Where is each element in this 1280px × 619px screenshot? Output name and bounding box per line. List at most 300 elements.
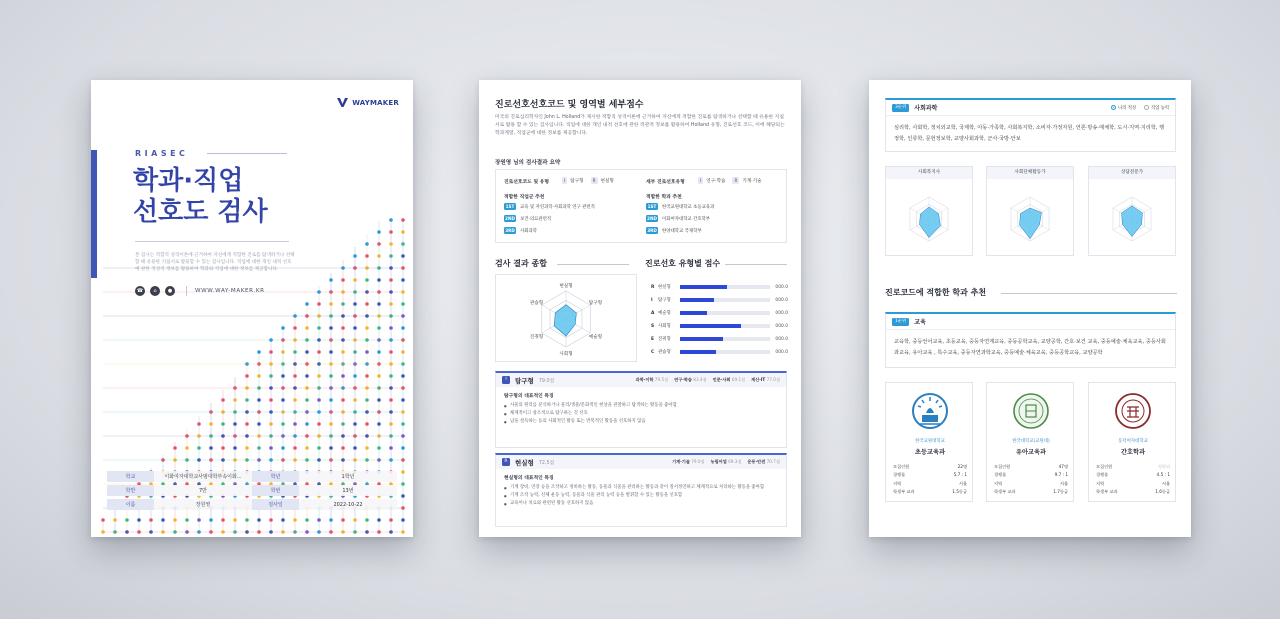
info-row — [994, 480, 1068, 488]
rank-chip: 2ND — [647, 216, 657, 221]
decor-dot — [317, 374, 321, 378]
radar-label: 예술형 — [588, 335, 603, 340]
brand-logo — [337, 98, 399, 107]
waymaker-icon — [337, 98, 348, 107]
divider — [557, 264, 629, 265]
info-label: 모집인원 — [994, 464, 1011, 469]
type-badge: I — [502, 376, 510, 384]
decor-dot — [389, 422, 393, 426]
decor-dot — [353, 350, 357, 354]
decor-dot — [281, 518, 285, 522]
decor-dot — [317, 518, 321, 522]
decor-dot — [365, 422, 369, 426]
decor-dot — [257, 422, 261, 426]
info-value: 정원외 — [1157, 464, 1170, 469]
sub-label: 연구·학습 — [674, 377, 692, 382]
decor-dot — [389, 374, 393, 378]
department-name: 간호학과 — [1121, 449, 1145, 456]
university-name: 한국교원대학교 — [915, 439, 945, 444]
table-row — [107, 485, 397, 496]
title-line-1: 학과·직업 — [133, 166, 244, 196]
type-name: 현실형 — [515, 458, 534, 467]
rank-chip: 1순위 — [892, 318, 909, 326]
sub-label: 운동·안전 — [747, 459, 766, 464]
info-value: 47명 — [1058, 464, 1068, 469]
list-item — [504, 227, 537, 234]
title-line-2: 선호도 검사 — [133, 197, 268, 227]
phone-icon: ☎ — [136, 288, 144, 294]
divider — [1001, 293, 1177, 294]
sub-label: 계산·IT — [751, 377, 766, 382]
decor-dot — [401, 290, 405, 294]
decor-dot — [401, 482, 405, 486]
trait-list — [504, 484, 778, 508]
card-body — [496, 469, 786, 513]
list-item: ● 사물의 원리를 분석하거나 물리/생물/문화적인 현상을 관찰하고 탐색하는 활동을 좋아함 — [504, 402, 778, 410]
decor-dot — [293, 422, 297, 426]
dept-heading: 진로코드에 적합한 학과 추천 — [885, 288, 987, 297]
decor-dot — [401, 386, 405, 390]
legend-item — [1144, 105, 1169, 111]
decor-dot — [341, 518, 345, 522]
decor-dot — [401, 410, 405, 414]
decor-dot — [137, 518, 141, 522]
radio-on-icon — [1111, 105, 1116, 110]
list-item — [504, 215, 551, 222]
decor-dot — [401, 470, 405, 474]
type-letter: C — [651, 349, 655, 355]
sub-label: 기계·기술 — [672, 459, 690, 464]
decor-dot — [329, 302, 333, 306]
sub-score — [672, 459, 705, 465]
job-name: 사회복지사 — [886, 167, 972, 179]
type-letter: S — [651, 323, 655, 329]
score-heading: 진로선호 유형별 점수 — [645, 259, 721, 268]
university-card — [986, 382, 1074, 502]
decor-dot — [245, 518, 249, 522]
decor-dot — [173, 446, 177, 450]
score-row — [651, 310, 788, 316]
decor-dot — [353, 254, 357, 258]
info-label: 학생부 교과 — [994, 489, 1016, 495]
decor-dot — [257, 518, 261, 522]
decor-dot — [389, 218, 393, 222]
type-letter: E — [651, 336, 654, 342]
label-date: 검사일 — [252, 499, 299, 510]
table-row — [107, 499, 397, 510]
decor-dot — [257, 374, 261, 378]
value-school: 이화여자대학교사범대학부속이화... — [154, 471, 252, 482]
decor-dot — [401, 326, 405, 330]
info-label: 지역 — [1096, 480, 1105, 486]
decor-dot — [353, 374, 357, 378]
sub-label: 농림어업 — [710, 459, 727, 464]
list-item — [504, 203, 595, 210]
info-row — [1096, 463, 1170, 471]
trait-title: 현실형의 대표적인 특징 — [504, 476, 554, 481]
decor-dot — [401, 362, 405, 366]
decor-dot — [389, 446, 393, 450]
dept-name: 한양대학교 국제학부 — [662, 228, 702, 234]
info-row — [994, 463, 1068, 471]
decor-dot — [365, 350, 369, 354]
info-row — [1096, 480, 1170, 488]
decor-dot — [365, 278, 369, 282]
score-value: 000.0 — [775, 284, 788, 290]
university-card — [885, 382, 973, 502]
decor-dot — [245, 374, 249, 378]
decor-dot — [329, 446, 333, 450]
decor-dot — [317, 398, 321, 402]
info-value: 서울 — [1161, 480, 1170, 486]
info-label: 학생부 교과 — [893, 489, 915, 495]
decor-dot — [281, 446, 285, 450]
sub-score — [751, 377, 780, 383]
sub-value: 83.4점 — [693, 377, 707, 382]
radar-label: 탐구형 — [588, 301, 603, 306]
score-bar — [680, 298, 770, 302]
decor-dot — [353, 326, 357, 330]
decor-dot — [401, 530, 405, 534]
decor-dot — [389, 242, 393, 246]
decor-dot — [401, 494, 405, 498]
info-row — [994, 488, 1068, 496]
decor-dot — [377, 374, 381, 378]
decor-dot — [149, 518, 153, 522]
value-class: 7반 — [154, 485, 252, 496]
decor-dot — [401, 314, 405, 318]
sub-score — [748, 459, 781, 465]
decor-dot — [401, 242, 405, 246]
legend — [1111, 105, 1169, 111]
university-seal-icon — [1011, 391, 1051, 431]
decor-dot — [353, 278, 357, 282]
decor-dot — [101, 518, 105, 522]
divider — [725, 264, 787, 265]
decor-dot — [221, 518, 225, 522]
sub-value: 77.0점 — [766, 377, 780, 382]
score-row — [651, 284, 788, 290]
decor-dot — [365, 398, 369, 402]
list-item: ● 기계 조작 능력, 신체 운동 능력, 동물과 식물 관리 능력 등을 발휘할 수 있는 활동을 선호함 — [504, 492, 778, 500]
type-name: 기계·기술 — [742, 178, 762, 184]
score-bar — [680, 311, 770, 315]
cover-description: 본 검사는 적합직 성격이론에 근거하여 자신에게 적합한 진로를 탐색하거나 선택할 때 유용한 지침서로 활용할 수 있는 검사입니다. 직업에 대한 개인 내적 선호에 관한 적성적 정보를 활용하여 학과와 직업에 대한 정보를 제공합니다. — [135, 253, 295, 273]
sub-score — [713, 377, 746, 383]
table-row — [107, 471, 397, 482]
decor-dot — [305, 446, 309, 450]
decor-dot — [377, 446, 381, 450]
score-bar — [680, 324, 770, 328]
info-row — [994, 471, 1068, 479]
user-icon: ● — [165, 286, 175, 296]
decor-dot — [281, 326, 285, 330]
score-value: 000.0 — [775, 323, 788, 329]
admission-info — [893, 463, 967, 497]
score-bar — [680, 350, 770, 354]
sub-value: 70.7점 — [766, 459, 780, 464]
decor-dot — [305, 374, 309, 378]
divider — [207, 153, 287, 154]
decor-dot — [305, 518, 309, 522]
summary-title: 장원영 님의 검사결과 요약 — [495, 160, 561, 166]
decor-dot — [341, 326, 345, 330]
decor-dot — [389, 278, 393, 282]
decor-dot — [197, 446, 201, 450]
decor-dot — [401, 422, 405, 426]
decor-dot — [377, 398, 381, 402]
sub-scores — [672, 459, 780, 465]
value-date: 2022-10-22 — [299, 499, 397, 510]
home-icon: ⌂ — [150, 286, 160, 296]
decor-dot — [401, 518, 405, 522]
score-row — [651, 323, 788, 329]
code-label: 진로선호코드 및 유형 — [504, 180, 550, 185]
decor-dot — [341, 350, 345, 354]
info-value: 서울 — [958, 480, 967, 486]
decor-dot — [281, 422, 285, 426]
type-name: 탐구형 — [658, 298, 671, 303]
admission-info — [994, 463, 1068, 497]
decor-dot — [269, 518, 273, 522]
type-card-realistic — [495, 453, 787, 527]
dept-description: 교육학, 중등언어교육, 초등교육, 중등자연계교육, 중등공학교육, 교양공학, 간호·보건 교육, 중등예술·체육교육, 중등사회과교육, 유아교육 , 특수교육, 중등자연과학교육, 중등예술·체육교육, 중등공학교육, 교양공학 — [894, 339, 1166, 356]
decor-dot — [305, 422, 309, 426]
type-name: 예술형 — [658, 311, 671, 316]
decor-dot — [341, 398, 345, 402]
decor-dot — [209, 518, 213, 522]
decor-dot — [221, 398, 225, 402]
university-seal-icon — [1113, 391, 1153, 431]
label-grade: 학년 — [252, 471, 299, 482]
decor-dot — [401, 506, 405, 510]
decor-dot — [389, 302, 393, 306]
decor-dot — [341, 278, 345, 282]
decor-dot — [401, 338, 405, 342]
info-label: 지역 — [893, 480, 902, 486]
mini-radar-chart — [1089, 179, 1175, 255]
info-row — [893, 480, 967, 488]
decor-dot — [269, 350, 273, 354]
recommendation-page — [869, 80, 1191, 537]
type-badge: I — [700, 178, 702, 183]
sub-score — [674, 377, 707, 383]
decor-dot — [209, 422, 213, 426]
type-name: 현실형 — [600, 178, 614, 184]
label-school: 학교 — [107, 471, 154, 482]
decor-dot — [401, 218, 405, 222]
radar-label: 관습형 — [529, 301, 544, 306]
decor-dot — [293, 398, 297, 402]
website-url: WWW.WAY-MAKER.KR — [195, 288, 265, 294]
decor-dot — [377, 350, 381, 354]
info-value: 1.7등급 — [1053, 489, 1068, 495]
decor-dot — [185, 518, 189, 522]
decor-dot — [233, 398, 237, 402]
decor-dot — [281, 398, 285, 402]
info-label: 모집인원 — [1096, 464, 1113, 469]
decor-dot — [353, 422, 357, 426]
decor-dot — [293, 326, 297, 330]
job-name: 교육 및 자연과학·사회과학 연구 관련직 — [520, 204, 595, 210]
score-value: 000.0 — [775, 297, 788, 303]
decor-dot — [317, 326, 321, 330]
decor-dot — [305, 398, 309, 402]
rank-chip: 1ST — [647, 204, 657, 209]
info-label: 경쟁률 — [893, 472, 906, 478]
value-number: 13번 — [299, 485, 397, 496]
decor-dot — [389, 350, 393, 354]
dept-header — [886, 314, 1175, 330]
info-row — [893, 488, 967, 496]
radar-area — [1020, 208, 1042, 239]
info-label: 경쟁률 — [1096, 472, 1109, 478]
decor-dot — [377, 518, 381, 522]
decor-dot — [377, 326, 381, 330]
divider — [186, 286, 187, 296]
decor-dot — [365, 326, 369, 330]
decor-dot — [245, 422, 249, 426]
job-name: 사회단체활동가 — [987, 167, 1073, 179]
student-info-table — [107, 468, 397, 513]
decor-dot — [401, 266, 405, 270]
decor-dot — [377, 278, 381, 282]
intro-text: 미국의 진로심리학자인 John L. Holland가 제시한 적합직 성격이론에 근거하여 자신에게 적합한 진로를 탐색하거나 선택할 때 유용한 지침서로 활용 할 수 있는 검사입니다. 직업에 대한 개인 내적 선호에 관한 적관적 정보를 활용하여 Holland 유형, 진로선호 코드, 이에 해당되는 학과계열, 직업군에 대한 정보를 제공합니다. — [495, 115, 785, 136]
field-header — [886, 100, 1175, 116]
type-name: 탐구형 — [570, 178, 584, 184]
label-name: 이름 — [107, 499, 154, 510]
decor-dot — [257, 446, 261, 450]
info-value: 9.7 : 1 — [1054, 472, 1068, 478]
decor-dot — [329, 518, 333, 522]
score-bar-fill — [680, 311, 707, 315]
value-grade: 1학년 — [299, 471, 397, 482]
job-label: 적합한 직업군 추천 — [504, 195, 545, 200]
decor-dot — [293, 374, 297, 378]
list-item: ● 기계 장비, 연장 등을 조작하고 정비하는 활동, 동물과 식물을 관리하는 활동과 같이 질서정연하고 체계적으로 처리하는 활동을 좋아함 — [504, 484, 778, 492]
type-letter: I — [651, 297, 653, 303]
score-bar-fill — [680, 298, 714, 302]
decor-dot — [341, 422, 345, 426]
decor-dot — [305, 302, 309, 306]
radar-label: 진취형 — [529, 335, 544, 340]
score-bar-fill — [680, 324, 741, 328]
sub-label: 인문·사회 — [712, 377, 731, 382]
decor-dot — [269, 374, 273, 378]
info-row — [1096, 471, 1170, 479]
decor-dot — [197, 518, 201, 522]
type-letter: R — [651, 284, 655, 290]
field-box — [885, 98, 1176, 152]
radar-label: 사회형 — [559, 352, 573, 357]
legend-item — [1111, 105, 1136, 111]
riasec-label: RIASEC — [135, 149, 189, 158]
decor-dot — [293, 518, 297, 522]
score-bar-fill — [680, 285, 727, 289]
decor-dot — [401, 446, 405, 450]
decor-dot — [245, 446, 249, 450]
list-item: ● 남을 설득하는 등의 사회적인 활동 또는 반복적인 활동을 선호하지 않음 — [504, 418, 778, 426]
decor-dot — [401, 398, 405, 402]
score-row — [651, 336, 788, 342]
legend-label: 직업 능력 — [1151, 105, 1169, 111]
type-score: 79.0점 — [538, 378, 555, 384]
decor-dot — [281, 350, 285, 354]
info-label: 경쟁률 — [994, 472, 1007, 478]
rank-chip: 2ND — [505, 216, 515, 221]
info-value: 1.5등급 — [952, 489, 967, 495]
type-score-list — [645, 274, 787, 362]
rank-chip: 1ST — [505, 204, 515, 209]
divider — [135, 241, 289, 242]
radar-area — [1122, 206, 1143, 237]
score-row — [651, 297, 788, 303]
decor-dot — [401, 254, 405, 258]
info-value: 4.5 : 1 — [1156, 472, 1170, 478]
type-letter: A — [651, 310, 655, 316]
info-value: 5.7 : 1 — [953, 472, 967, 478]
decor-dot — [365, 254, 369, 258]
decor-dot — [389, 398, 393, 402]
cover-title — [133, 166, 268, 228]
dept-label: 적합한 학과 추천 — [646, 195, 682, 200]
decor-dot — [401, 458, 405, 462]
university-name: 한국대학교(교원대) — [1012, 439, 1050, 444]
rank-chip: 3RD — [505, 228, 515, 233]
department-name: 유아교육과 — [1016, 449, 1046, 456]
decor-dot — [401, 278, 405, 282]
radar-chart-box — [495, 274, 637, 362]
code-tags — [562, 177, 614, 184]
score-bar-fill — [680, 350, 716, 354]
type-badge: R — [592, 178, 596, 183]
job-radar-card — [1088, 166, 1176, 256]
decor-dot — [305, 350, 309, 354]
radar-area — [919, 207, 940, 238]
type-name: 연구·학습 — [706, 178, 726, 184]
decor-dot — [293, 446, 297, 450]
card-body — [496, 387, 786, 431]
type-name: 현실형 — [658, 285, 671, 290]
sub-value: 69.3점 — [728, 459, 742, 464]
decor-dot — [389, 230, 393, 234]
decor-dot — [221, 422, 225, 426]
contact-icons — [135, 286, 175, 296]
decor-dot — [365, 302, 369, 306]
decor-dot — [209, 446, 213, 450]
radar-area — [554, 305, 576, 336]
decor-dot — [389, 326, 393, 330]
radar-label: 현실형 — [559, 284, 573, 289]
decor-dot — [377, 422, 381, 426]
job-name: 사회과학 — [520, 228, 537, 234]
type-name: 진취형 — [658, 337, 671, 342]
university-name: 동덕여자대학교 — [1118, 439, 1148, 444]
decor-dot — [173, 518, 177, 522]
list-item — [646, 215, 710, 222]
decor-dot — [353, 302, 357, 306]
legend-label: 나의 적성 — [1118, 105, 1137, 111]
decor-dot — [401, 350, 405, 354]
sub-value: 69.1점 — [731, 377, 746, 382]
decor-dot — [317, 302, 321, 306]
sub-value: 79.5점 — [654, 377, 669, 382]
decor-dot — [221, 446, 225, 450]
info-label: 학생부 교과 — [1096, 489, 1118, 495]
card-header — [496, 373, 786, 387]
decor-dot — [317, 422, 321, 426]
value-name: 장원영 — [154, 499, 252, 510]
